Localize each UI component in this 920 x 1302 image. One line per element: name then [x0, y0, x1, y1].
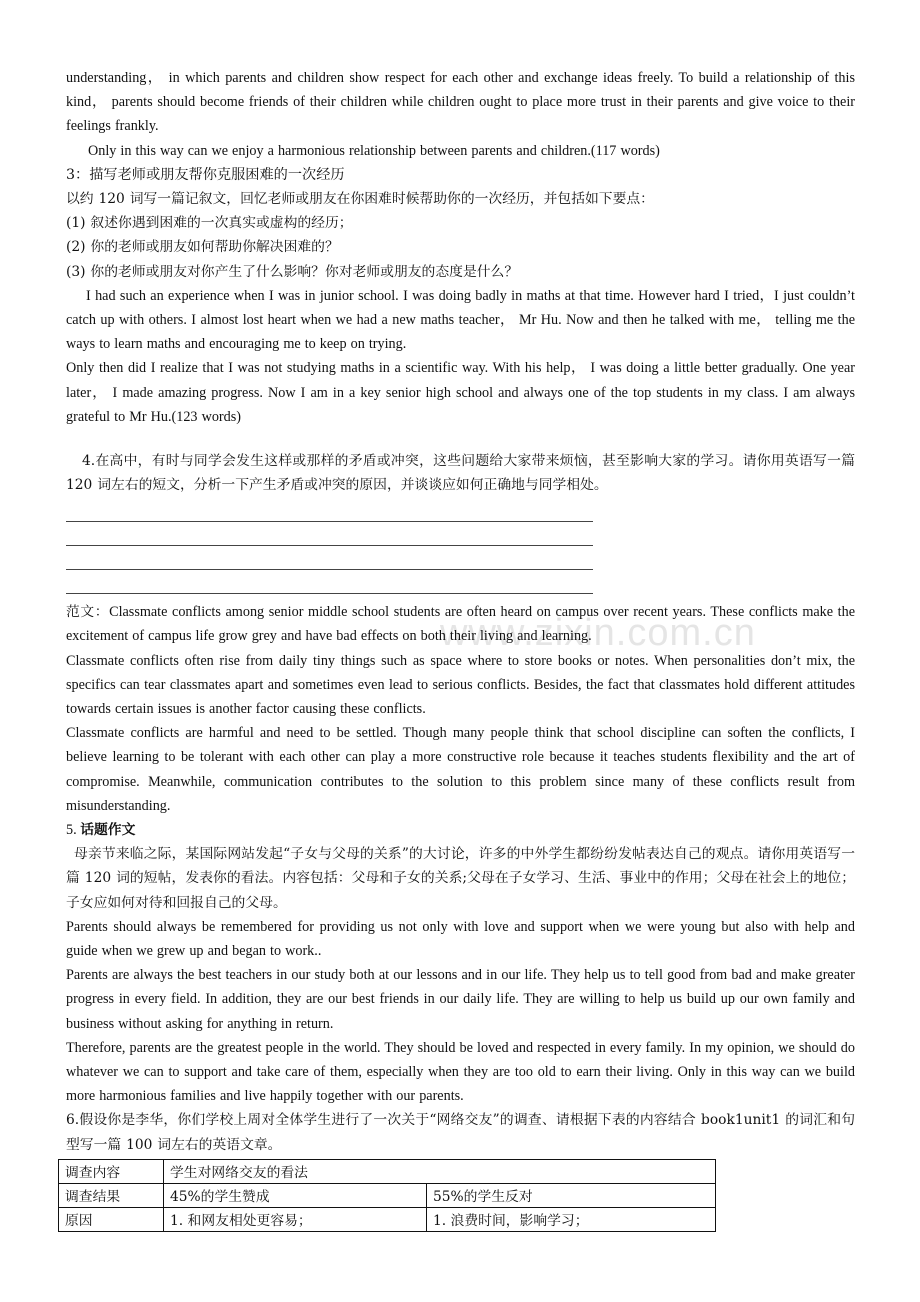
section5-paragraph-2: Parents are always the best teachers in our study both at our lessons and in our life. They help us to tell good from bad and make greater progress in every field. In addition, they are our best friends in our daily life. They are willing to help us build up our own family and business without asking for anything in return.	[66, 967, 855, 1032]
answer-line-4	[66, 570, 593, 594]
sample-label: 范文：	[66, 604, 110, 621]
table-row	[59, 1183, 716, 1207]
table-cell: 45%的学生赞成	[164, 1183, 427, 1207]
section5-paragraph-1: Parents should always be remembered for providing us not only with love and support when we were young but also with help and guide when we grew up and began to work..	[66, 918, 855, 960]
section4-sample-paragraph-3: Classmate conflicts are harmful and need to be settled. Though many people think that school discipline can soften the conflicts, I believe learning to be tolerant with each other can play a more constructive role because it teaches students flexibility and the art of compromise. Meanwhile, communication contributes to the solution to this problem since many of these conflicts result from misunderstanding.	[66, 725, 855, 814]
table-cell: 1. 和网友相处更容易；	[164, 1207, 427, 1231]
section5-title-text: 话题作文	[80, 822, 136, 839]
answer-line-1	[66, 497, 593, 521]
section2-paragraph-1: understanding， in which parents and children show respect for each other and exchange ideas freely. To build a relationship of this kind， parents should become friends of their children while children ought to place more trust in their parents and give voice to their feelings frankly.	[66, 70, 855, 135]
sample-text-1: Classmate conflicts among senior middle school students are often heard on campus over recent years. These conflicts make the excitement of campus life grow grey and have bad effects on both their living and learning.	[66, 604, 855, 645]
answer-line-2	[66, 522, 593, 546]
table-row	[59, 1207, 716, 1231]
section3-essay-paragraph-2: Only then did I realize that I was not studying maths in a scientific way. With his help， I was doing a little better gradually. One year later， I made amazing progress. Now I am in a key senior high school and always one of the top students in my class. I am always grateful to Mr Hu.(123 words)	[66, 360, 855, 425]
section5-number: 5.	[66, 822, 81, 839]
document-page	[66, 66, 855, 1232]
table-cell: 55%的学生反对	[427, 1183, 716, 1207]
section3-point-1: (1) 叙述你遇到困难的一次真实或虚构的经历；	[66, 215, 353, 232]
section3-point-2: (2) 你的老师或朋友如何帮助你解决困难的？	[66, 239, 339, 256]
watermark-text: www.zixin.com.cn	[440, 612, 756, 654]
table-cell: 调查结果	[59, 1183, 164, 1207]
section2-paragraph-2: Only in this way can we enjoy a harmonious relationship between parents and children.(117 words)	[88, 142, 660, 159]
table-cell: 调查内容	[59, 1159, 164, 1183]
table-cell: 学生对网络交友的看法	[164, 1159, 716, 1183]
survey-table	[58, 1159, 716, 1232]
section5-prompt: 母亲节来临之际，某国际网站发起“子女与父母的关系”的大讨论，许多的中外学生都纷纷发帖表达自己的观点。请你用英语写一篇 120 词的短帖，发表你的看法。内容包括：父母和子女的关系;父母在子女学习、生活、事业中的作用；父母在社会上的地位；子女应如何对待和回报自己的父母。	[66, 846, 855, 911]
section6-prompt: 6.假设你是李华，你们学校上周对全体学生进行了一次关于“网络交友”的调查、请根据下表的内容结合 book1unit1 的词汇和句型写一篇 100 词左右的英语文章。	[66, 1112, 855, 1153]
section3-title: 3：描写老师或朋友帮你克服困难的一次经历	[66, 166, 345, 183]
answer-line-3	[66, 546, 593, 570]
table-row	[59, 1159, 716, 1183]
section3-point-3: (3) 你的老师或朋友对你产生了什么影响？你对老师或朋友的态度是什么？	[66, 263, 519, 280]
table-cell: 1. 浪费时间，影响学习；	[427, 1207, 716, 1231]
section4-sample-paragraph-2: Classmate conflicts often rise from daily tiny things such as space where to store books or notes. When personalities don’t mix, the specifics can tear classmates apart and sometimes even lead to serious conflicts. Besides, the fact that classmates hold different attitudes towards certain issues is another factor causing these conflicts.	[66, 652, 855, 718]
table-cell: 原因	[59, 1207, 164, 1231]
section4-sample-paragraph-1	[66, 600, 855, 648]
section5-paragraph-3: Therefore, parents are the greatest people in the world. They should be loved and respected in every family. In my opinion, we should do whatever we can to support and take care of them, especially when they are too old to earn their living. Only in this way can we build more harmonious families and live happily together with our parents.	[66, 1039, 855, 1105]
section4-prompt: 4.在高中，有时与同学会发生这样或那样的矛盾或冲突，这些问题给大家带来烦恼，甚至影响大家的学习。请你用英语写一篇 120 词左右的短文，分析一下产生矛盾或冲突的原因，并谈谈应如何正确地与同学相处。	[66, 453, 855, 494]
section3-prompt: 以约 120 词写一篇记叙文，回忆老师或朋友在你困难时候帮助你的一次经历，并包括如下要点：	[66, 191, 654, 208]
section3-essay-paragraph-1: I had such an experience when I was in junior school. I was doing badly in maths at that time. However hard I tried，I just couldn’t catch up with others. I almost lost heart when we had a new maths teacher， Mr Hu. Now and then he talked with me， telling me the ways to learn maths and encouraging me to keep on trying.	[66, 287, 855, 353]
section5-title	[66, 818, 855, 842]
